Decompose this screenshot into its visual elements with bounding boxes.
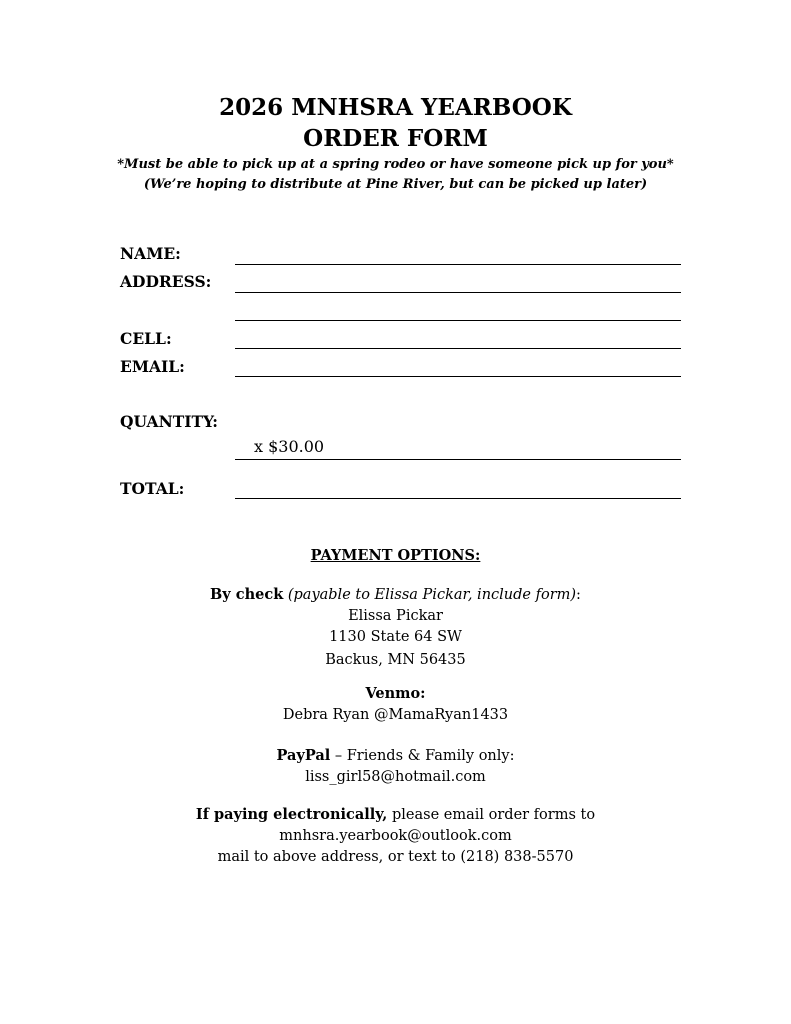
total-label: TOTAL:	[120, 479, 185, 498]
electronic-payment-line	[0, 805, 791, 825]
paypal-note: – Friends & Family only:	[330, 748, 515, 764]
pickup-note: *Must be able to pick up at a spring rodeo or have someone pick up for you*	[117, 157, 674, 172]
paypal-account: liss_girl58@hotmail.com	[305, 769, 486, 785]
cell-label: CELL:	[120, 329, 172, 348]
electronic-label: If paying electronically,	[195, 806, 388, 823]
distribution-note: (We’re hoping to distribute at Pine River, but can be picked up later)	[143, 177, 648, 192]
address-field-line-1[interactable]	[235, 292, 681, 293]
mail-or-text-instruction: mail to above address, or text to (218) 838-5570	[217, 849, 574, 865]
venmo-account: Debra Ryan @MamaRyan1433	[282, 707, 509, 723]
total-field-line[interactable]	[235, 498, 681, 499]
quantity-field-line[interactable]	[235, 459, 681, 460]
check-payable-note: (payable to Elissa Pickar, include form)	[287, 587, 577, 603]
name-label: NAME:	[120, 244, 181, 263]
check-label: By check	[210, 586, 284, 603]
check-colon: :	[576, 587, 581, 603]
check-payment-line	[0, 585, 791, 605]
address-label: ADDRESS:	[120, 272, 212, 291]
page-title-line-2: ORDER FORM	[303, 125, 488, 152]
check-street-address: 1130 State 64 SW	[329, 629, 462, 645]
page-title-line-1: 2026 MNHSRA YEARBOOK	[219, 94, 572, 121]
name-field-line[interactable]	[235, 264, 681, 265]
electronic-instruction: please email order forms to	[387, 807, 596, 823]
quantity-label: QUANTITY:	[120, 412, 218, 431]
payment-options-heading: PAYMENT OPTIONS:	[310, 547, 481, 564]
check-payee-name: Elissa Pickar	[348, 608, 443, 624]
paypal-line	[0, 746, 791, 766]
email-label: EMAIL:	[120, 357, 185, 376]
check-city-state-zip: Backus, MN 56435	[325, 652, 466, 668]
cell-field-line[interactable]	[235, 348, 681, 349]
yearbook-email: mnhsra.yearbook@outlook.com	[279, 828, 512, 844]
paypal-label: PayPal	[276, 747, 331, 764]
unit-price: x $30.00	[254, 437, 325, 456]
address-field-line-2[interactable]	[235, 320, 681, 321]
venmo-label: Venmo:	[365, 685, 426, 702]
email-field-line[interactable]	[235, 376, 681, 377]
